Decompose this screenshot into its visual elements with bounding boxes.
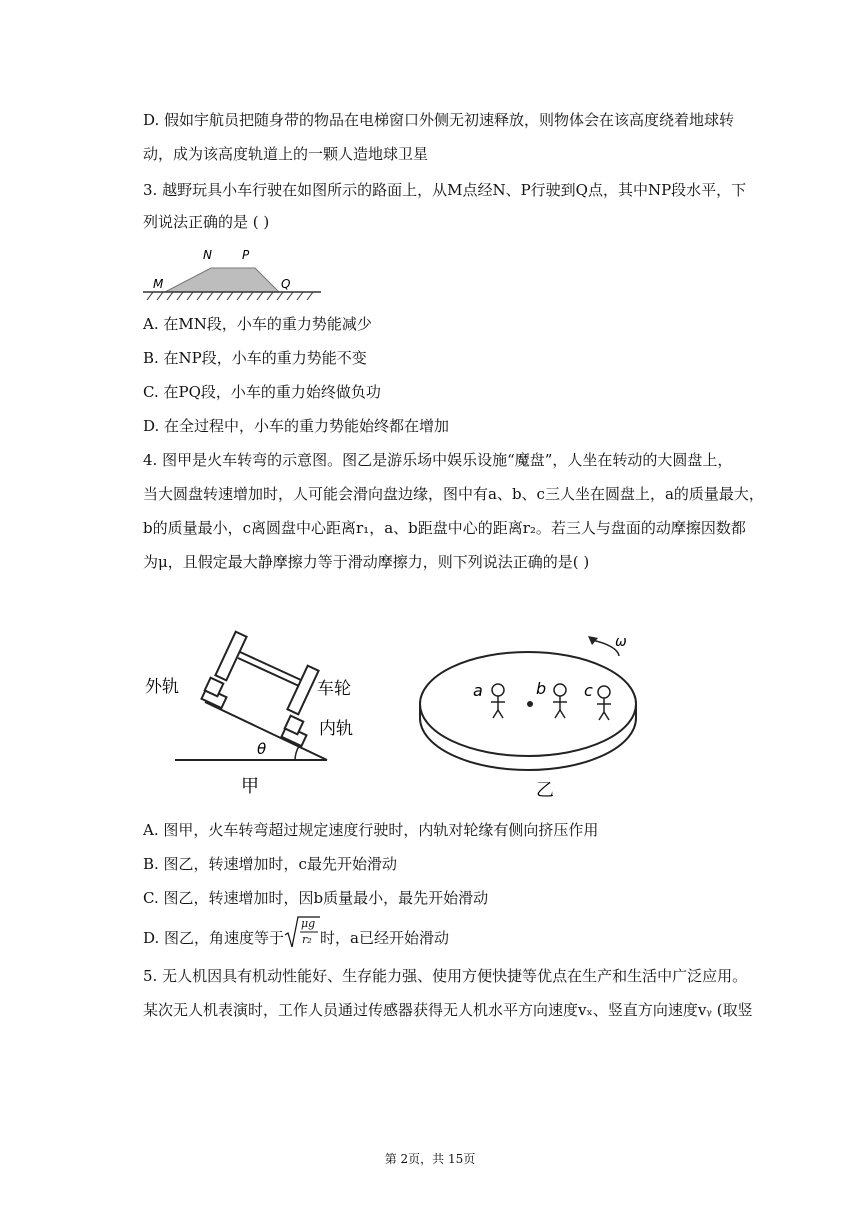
- label-p: P: [242, 248, 250, 262]
- label-n: N: [203, 248, 212, 262]
- omega-label: ω: [615, 634, 627, 650]
- figure-caption-yi: 乙: [536, 780, 554, 801]
- q4-option-c: C. 图乙，转速增加时，因b质量最小，最先开始滑动: [143, 889, 489, 907]
- option-d-text: D. 假如宇航员把随身带的物品在电梯窗口外侧无初速释放，则物体会在该高度绕着地球转: [143, 111, 735, 129]
- fraction-denominator: r₂: [302, 933, 312, 946]
- person-c-label: c: [584, 681, 593, 700]
- wheel-axle: [215, 632, 318, 715]
- page-footer: 第 2页，共 15页: [384, 1152, 476, 1166]
- q3-option-a: A. 在MN段，小车的重力势能减少: [143, 315, 372, 333]
- theta-label: θ: [257, 740, 267, 758]
- q3-option-b: B. 在NP段，小车的重力势能不变: [143, 349, 367, 367]
- q3-option-d: D. 在全过程中，小车的重力势能始终都在增加: [143, 417, 450, 435]
- angle-arc: [295, 746, 299, 760]
- q4-option-d-prefix: D. 图乙，角速度等于: [143, 929, 285, 947]
- magic-disk-figure: [414, 628, 649, 803]
- inner-rail-label: 内轨: [319, 719, 353, 739]
- option-d-text-cont: 动，成为该高度轨道上的一颗人造地球卫星: [143, 145, 429, 163]
- label-m: M: [153, 277, 164, 291]
- question-3-stem: 3. 越野玩具小车行驶在如图所示的路面上，从M点经N、P行驶到Q点，其中NP段水平，下: [143, 181, 747, 199]
- question-4-stem-2: 当大圆盘转速增加时，人可能会滑向盘边缘，图中有a、b、c三人坐在圆盘上，a的质量最大，: [143, 485, 764, 503]
- question-4-stem-3: b的质量最小，c离圆盘中心距离r₁，a、b距盘中心的距离r₂。若三人与盘面的动摩擦因数都: [143, 519, 746, 537]
- outer-rail-label: 外轨: [145, 677, 179, 697]
- inner-rail: [281, 716, 306, 746]
- question-4-stem: 4. 图甲是火车转弯的示意图。图乙是游乐场中娱乐设施“魔盘”，人坐在转动的大圆盘上，: [143, 451, 733, 469]
- q4-option-d-suffix: 时，a已经开始滑动: [320, 929, 449, 947]
- disk-center: [527, 701, 533, 707]
- q3-option-c: C. 在PQ段，小车的重力始终做负功: [143, 383, 381, 401]
- question-5-stem: 5. 无人机因具有机动性能好、生存能力强、使用方便快捷等优点在生产和生活中广泛应用。: [143, 967, 748, 985]
- label-q: Q: [281, 277, 291, 291]
- road-figure: [143, 244, 323, 300]
- train-turn-figure: [145, 622, 360, 802]
- question-4-stem-4: 为μ，且假定最大静摩擦力等于滑动摩擦力，则下列说法正确的是( ): [143, 553, 590, 571]
- figure-caption-jia: 甲: [241, 776, 259, 797]
- person-b-label: b: [536, 679, 547, 698]
- question-3-stem-cont: 列说法正确的是 ( ): [143, 213, 270, 231]
- q4-option-a: A. 图甲，火车转弯超过规定速度行驶时，内轨对轮缘有侧向挤压作用: [143, 821, 599, 839]
- sqrt-formula: [284, 915, 320, 949]
- wheel-label: 车轮: [317, 679, 351, 699]
- q4-option-d: [143, 917, 449, 949]
- person-a-label: a: [473, 681, 483, 700]
- q4-option-b: B. 图乙，转速增加时，c最先开始滑动: [143, 855, 397, 873]
- road-shape: [165, 268, 279, 292]
- outer-rail: [201, 678, 226, 708]
- question-5-stem-2: 某次无人机表演时，工作人员通过传感器获得无人机水平方向速度vₓ、竖直方向速度vᵧ (取竖: [143, 1001, 753, 1019]
- fraction-numerator: μg: [301, 917, 316, 930]
